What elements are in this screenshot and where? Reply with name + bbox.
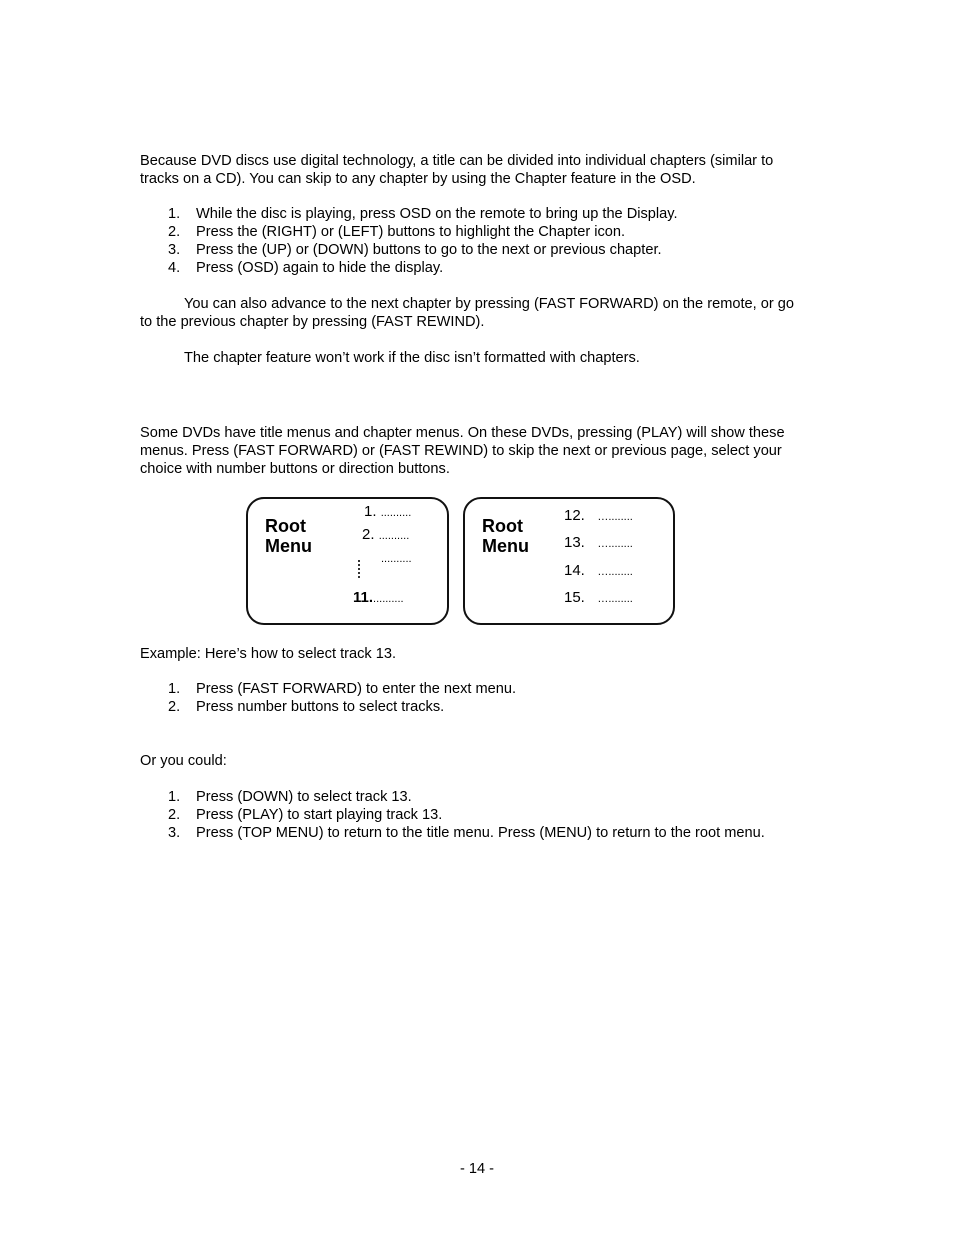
chapter-format-note: The chapter feature won’t work if the disc isn’t formatted with chapters. <box>184 350 640 366</box>
fast-forward-note: You can also advance to the next chapter by pressing (FAST FORWARD) on the remote, or go to the previous chapter by pressing (FAST REWIND). <box>140 296 795 330</box>
list-item: 2. Press the (RIGHT) or (LEFT) buttons to highlight the Chapter icon. <box>168 224 626 240</box>
list-item: 3. Press the (UP) or (DOWN) buttons to go to the next or previous chapter. <box>168 242 662 258</box>
list-item: 1. Press (DOWN) to select track 13. <box>168 789 412 805</box>
menus-paragraph: Some DVDs have title menus and chapter menus. On these DVDs, pressing (PLAY) will show these menus. Press (FAST FORWARD) or (FAST REWIND) to skip the next or previous page, select your choice with number buttons or direction buttons. <box>140 425 785 477</box>
list-item: 2. Press (PLAY) to start playing track 13. <box>168 807 443 823</box>
chapter-steps-list <box>140 205 810 277</box>
menu-item: 15. …........ <box>564 589 633 606</box>
menu-item: 12. …........ <box>564 507 633 524</box>
list-item: 2. Press number buttons to select tracks. <box>168 699 445 715</box>
menu-item-blank: .......... <box>381 553 412 565</box>
menu-item: 14. …........ <box>564 562 633 579</box>
root-menu-title: Root Menu <box>482 516 529 556</box>
root-menu-title: Root Menu <box>265 516 312 556</box>
example-heading: Example: Here’s how to select track 13. <box>140 646 397 662</box>
list-item: 4. Press (OSD) again to hide the display. <box>168 260 444 276</box>
alternative-heading: Or you could: <box>140 753 227 769</box>
intro-paragraph: Because DVD discs use digital technology, a title can be divided into individual chapters (similar to tracks on a CD). You can skip to any chapter by using the Chapter feature in the OSD. <box>140 153 774 187</box>
list-item: 1. While the disc is playing, press OSD on the remote to bring up the Display. <box>168 206 678 222</box>
menu-item: 11........... <box>353 589 404 606</box>
list-item: 1. Press (FAST FORWARD) to enter the next menu. <box>168 681 517 697</box>
example-steps-list <box>140 680 810 716</box>
list-item: 3. Press (TOP MENU) to return to the title menu. Press (MENU) to return to the root menu. <box>168 825 765 841</box>
alternative-steps-list <box>140 788 810 842</box>
vertical-ellipsis <box>358 560 364 578</box>
menu-item: 2. .......... <box>362 526 410 543</box>
page-number: - 14 - <box>459 1161 495 1177</box>
menu-item: 1. .......... <box>364 503 412 520</box>
menu-item: 13. …........ <box>564 534 633 551</box>
